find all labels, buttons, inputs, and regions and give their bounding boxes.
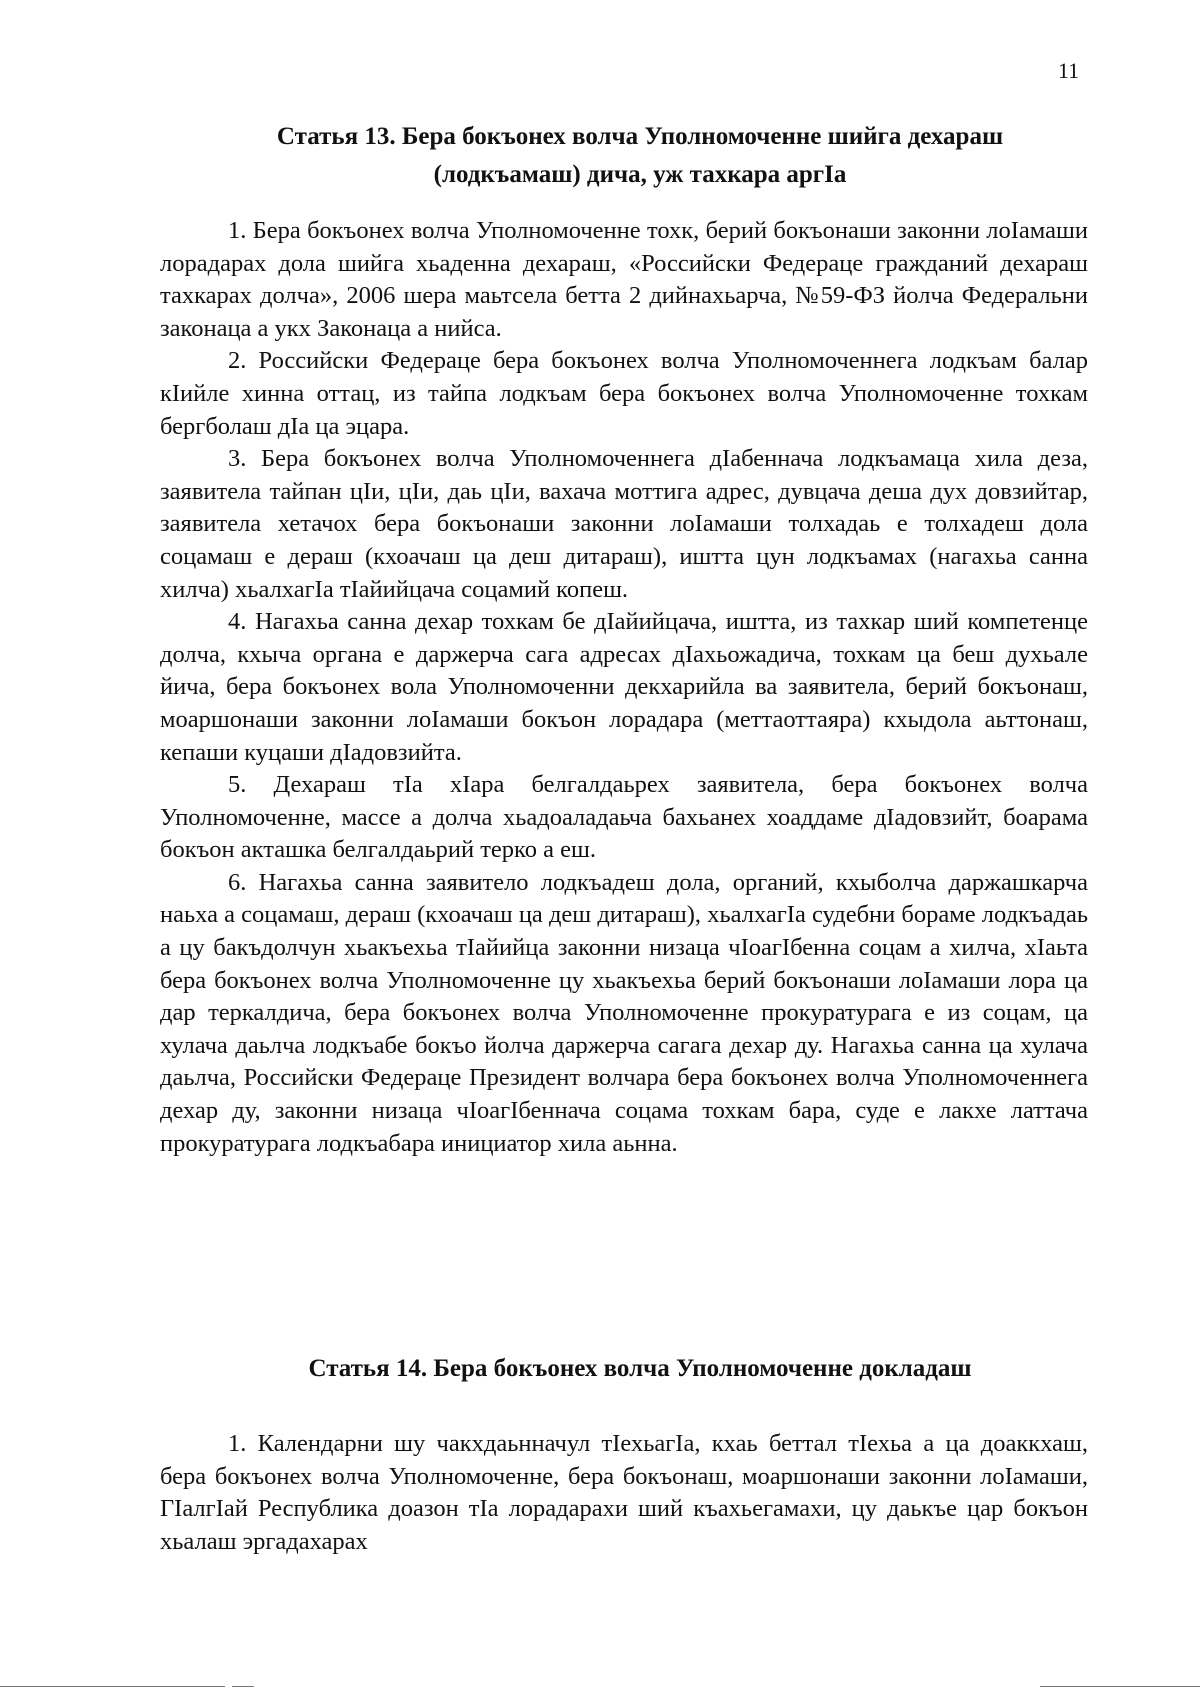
article-14-paragraph-1: 1. Календарни шу чакхдаьнначул тIехьагIа, кхаь беттал тIехьа а ца доаккхаш, бера бокъонех волча Уполномоченне, бера бокъонаш, моаршонаши законни лоIамаши, ГIалгIай Республика доазон тIа лорадарахи ший къахьегамахи, цу даькъе цар бокъон хьалаш эргадахарах: [160, 1430, 1088, 1555]
article-13-paragraph-4: 4. Нагахьа санна дехар тохкам бе дIайийцача, иштта, из тахкар ший компетенце долча, кхыча органа е даржерча сага адресах дIахьожадича, тохкам ца беш духьале йича, бера бокъонех вола Уполномоченни декхарийла ва заявитела, берий бокъонаш, моаршонаши законни лоIамаши бокъон лорадара (меттаоттаяра) кхыдола аьттонаш, кепаши куцаши дIадовзийта.: [160, 608, 1088, 766]
article-13-heading: [160, 118, 1120, 194]
article-14-body: [160, 1428, 1088, 1558]
scan-edge-line: [0, 1686, 225, 1687]
article-13-paragraph-6: 6. Нагахьа санна заявитело лодкъадеш дола, органий, кхыболча даржашкарча наьха а соцамаш, дераш (кхоачаш ца деш дитараш), хьалхагIа судебни бораме лодкъадаь а цу бакъдолчун хьакъехьа тIайийца законни низаца чIоагIбенна соцам а хилча, хIаьта бера бокъонех волча Уполномоченне цу хьакъехьа берий бокъонаши лоIамаши лора ца дар теркалдича, бера бокъонех волча Уполномоченне прокуратурага е из соцам, ца хулача даьлча лодкъабе бокъо йолча даржерча сагага дехар ду. Нагахьа санна ца хулача даьлча, Российски Федераце Президент волчара бера бокъонех волча Уполномоченнега дехар ду, законни низаца чIоагIбеннача соцама тохкам бара, суде е лакхе латтача прокуратурага лодкъабара инициатор хила аьнна.: [160, 868, 1088, 1157]
article-13-paragraph-1: 1. Бера бокъонех волча Уполномоченне тохк, берий бокъонаши законни лоIамаши лорадарах дола шийга хьаденна дехараш, «Российски Федераце гражданий дехараш тахкарах долча», 2006 шера маьтсела бетта 2 дийнахьарча, №59-ФЗ йолча Федеральни законаца а укх Законаца а нийса.: [160, 217, 1088, 342]
article-13-body: [160, 215, 1088, 1160]
article-13-title-line-2: (лодкъамаш) дича, уж тахкара аргIа: [433, 161, 847, 188]
article-14-heading: Статья 14. Бера бокъонех волча Уполномоченне докладаш: [308, 1355, 972, 1382]
article-13-paragraph-3: 3. Бера бокъонех волча Уполномоченнега дIабеннача лодкъамаца хила деза, заявитела тайпан цIи, цIи, даь цIи, вахача моттига адрес, дувцача деша дух довзийтар, заявитела хетачох бера бокъонаши законни лоIамаши толхадаь е толхадеш дола соцамаш е дераш (кхоачаш ца деш дитараш), иштта цун лодкъамах (нагахьа санна хилча) хьалхагIа тIайийцача соцамий копеш.: [160, 445, 1088, 603]
scan-edge-line: [1040, 1686, 1200, 1687]
article-13-title-line-1: Статья 13. Бера бокъонех волча Уполномоченне шийга дехараш: [276, 123, 1004, 150]
page-number: 11: [1058, 58, 1080, 83]
scan-edge-line: [232, 1686, 254, 1687]
article-13-paragraph-2: 2. Российски Федераце бера бокъонех волча Уполномоченнега лодкъам балар кIийле хинна оттац, из тайпа лодкъам бера бокъонех волча Уполномоченне тохкам бергболаш дIа ца эцара.: [160, 347, 1088, 440]
article-13-paragraph-5: 5. Дехараш тIа хIара белгалдаьрех заявитела, бера бокъонех волча Уполномоченне, массе а долча хьадоаладаьча бахьанех хоаддаме дIадовзийт, боарама бокъон акташка белгалдаьрий терко а еш.: [160, 771, 1088, 864]
